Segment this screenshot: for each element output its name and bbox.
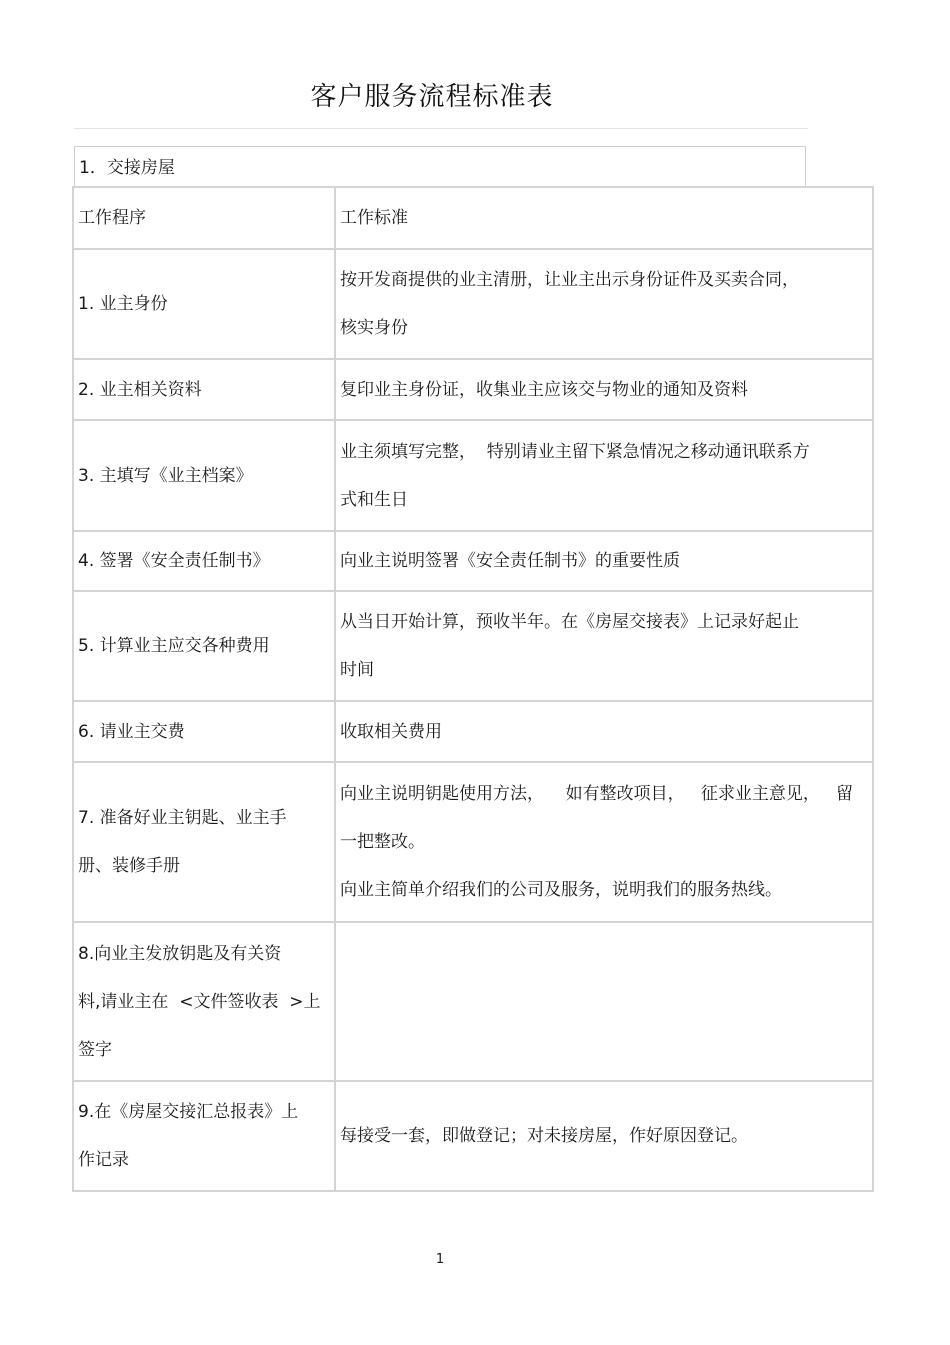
- standard-text: 收取相关费用: [340, 721, 442, 742]
- standard-cell: [335, 249, 873, 359]
- standard-cell: [335, 591, 873, 701]
- procedure-text: 8.向业主发放钥匙及有关资: [78, 943, 282, 964]
- section-label: 1．交接房屋: [79, 158, 175, 178]
- page-number: 1: [435, 1252, 445, 1267]
- table-row: [73, 420, 873, 531]
- procedure-cell: [73, 701, 335, 762]
- table-row: [73, 922, 873, 1081]
- standard-cell: [335, 359, 873, 420]
- procedure-text: 6. 请业主交费: [78, 721, 185, 742]
- procedure-cell: [73, 762, 335, 922]
- table-row: [73, 701, 873, 762]
- standard-cell: [335, 701, 873, 762]
- procedure-cell: [73, 591, 335, 701]
- procedure-cell: [73, 922, 335, 1081]
- standard-text: 式和生日: [340, 489, 408, 510]
- header-procedure: 工作程序: [73, 187, 335, 249]
- procedure-cell: [73, 249, 335, 359]
- procedure-cell: [73, 359, 335, 420]
- standard-text: 向业主说明签署《安全责任制书》的重要性质: [340, 551, 680, 571]
- standard-text: 向业主说明钥匙使用方法， 如有整改项目， 征求业主意见， 留: [340, 784, 854, 804]
- table-row: [73, 359, 873, 420]
- procedure-text: 册、装修手册: [78, 856, 180, 876]
- service-standard-table: [72, 186, 874, 1192]
- standard-cell: [335, 1081, 873, 1191]
- procedure-text: 5. 计算业主应交各种费用: [78, 636, 270, 656]
- standard-cell: [335, 762, 873, 922]
- procedure-text: 9.在《房屋交接汇总报表》上: [78, 1102, 299, 1122]
- section-header-box: [74, 146, 806, 186]
- table-row: [73, 531, 873, 591]
- procedure-text: 2. 业主相关资料: [78, 379, 202, 400]
- procedure-cell: [73, 531, 335, 591]
- table-row: [73, 591, 873, 701]
- document-title: 客户服务流程标准表: [310, 82, 554, 112]
- procedure-text: 料,请业主在 <文件签收表 >上: [78, 991, 321, 1012]
- standard-text: 向业主简单介绍我们的公司及服务，说明我们的服务热线。: [340, 880, 782, 900]
- procedure-cell: [73, 1081, 335, 1191]
- table-row: [73, 249, 873, 359]
- header-standard: 工作标准: [335, 187, 873, 249]
- table-row: [73, 762, 873, 922]
- procedure-text: 作记录: [78, 1150, 129, 1170]
- table-row: [73, 1081, 873, 1191]
- procedure-cell: [73, 420, 335, 531]
- procedure-text: 3. 主填写《业主档案》: [78, 465, 253, 486]
- standard-text: 从当日开始计算，预收半年。在《房屋交接表》上记录好起止: [340, 612, 799, 632]
- procedure-text: 7. 准备好业主钥匙、业主手: [78, 808, 287, 828]
- procedure-text: 1. 业主身份: [78, 294, 168, 314]
- standard-text: 业主须填写完整， 特别请业主留下紧急情况之移动通讯联系方: [340, 441, 810, 462]
- procedure-text: 签字: [78, 1039, 112, 1060]
- standard-cell: [335, 531, 873, 591]
- standard-text: 时间: [340, 660, 374, 680]
- standard-text: 核实身份: [340, 318, 408, 338]
- standard-text: 每接受一套，即做登记；对未接房屋，作好原因登记。: [340, 1126, 748, 1146]
- table-header-row: [73, 187, 873, 249]
- standard-text: 按开发商提供的业主清册，让业主出示身份证件及买卖合同，: [340, 270, 799, 290]
- procedure-text: 4. 签署《安全责任制书》: [78, 551, 270, 571]
- standard-cell-empty: [335, 922, 873, 1081]
- standard-text: 一把整改。: [340, 832, 425, 852]
- standard-text: 复印业主身份证，收集业主应该交与物业的通知及资料: [340, 379, 748, 400]
- standard-cell: [335, 420, 873, 531]
- title-divider: [74, 128, 808, 129]
